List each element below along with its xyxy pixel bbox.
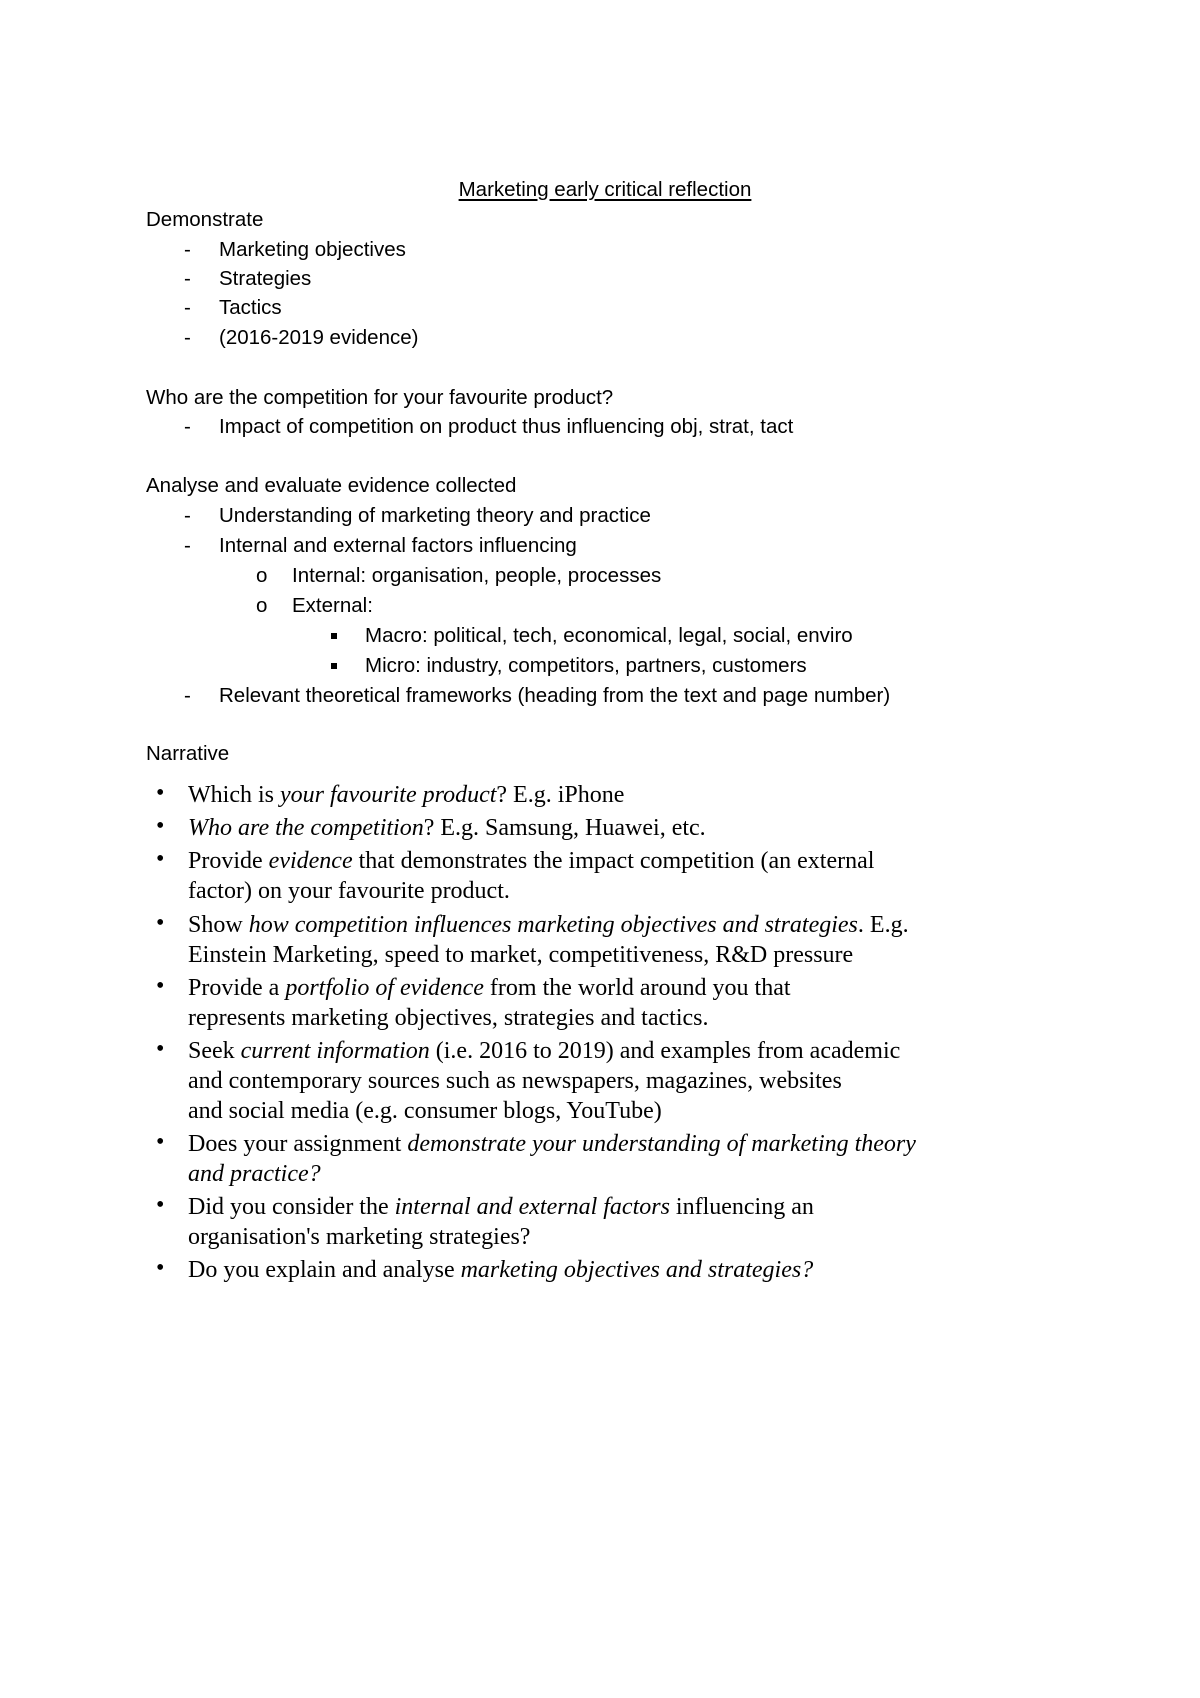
list-item-text: Marketing objectives bbox=[219, 238, 406, 261]
bullet-emphasis: marketing objectives and strategies? bbox=[460, 1257, 814, 1283]
bullet-marker: • bbox=[156, 973, 165, 999]
bullet-line bbox=[188, 1036, 900, 1066]
bullet-text: ? E.g. iPhone bbox=[496, 782, 625, 808]
bullet-line bbox=[188, 1159, 321, 1189]
section-heading-analyse: Analyse and evaluate evidence collected bbox=[146, 474, 517, 497]
list-item-text: Internal and external factors influencing bbox=[219, 534, 577, 557]
bullet-text: Does your assignment bbox=[188, 1131, 408, 1157]
dash-marker: - bbox=[184, 684, 191, 707]
bullet-line bbox=[188, 1192, 814, 1222]
bullet-text: ? E.g. Samsung, Huawei, etc. bbox=[423, 815, 706, 841]
bullet-line bbox=[188, 973, 791, 1003]
sub-sub-list-item-text: Macro: political, tech, economical, legal, social, enviro bbox=[365, 624, 853, 647]
bullet-text: Provide a bbox=[188, 975, 286, 1001]
list-item-text: Understanding of marketing theory and practice bbox=[219, 504, 651, 527]
sub-list-item-text: Internal: organisation, people, processes bbox=[292, 564, 662, 587]
bullet-emphasis: portfolio of evidence bbox=[285, 975, 484, 1001]
section-heading-competition: Who are the competition for your favourite product? bbox=[146, 386, 614, 409]
bullet-text: influencing an bbox=[669, 1194, 814, 1220]
bullet-text: from the world around you that bbox=[483, 975, 791, 1001]
bullet-text: . E.g. bbox=[857, 912, 909, 938]
bullet-marker: • bbox=[156, 813, 165, 839]
square-bullet-icon bbox=[331, 633, 337, 639]
list-item-text: (2016-2019 evidence) bbox=[219, 326, 419, 349]
list-item-text: Strategies bbox=[219, 267, 312, 290]
bullet-marker: • bbox=[156, 846, 165, 872]
bullet-text: (i.e. 2016 to 2019) and examples from academic bbox=[429, 1038, 901, 1064]
bullet-emphasis: internal and external factors bbox=[394, 1194, 670, 1220]
dash-marker: - bbox=[184, 504, 191, 527]
bullet-emphasis: demonstrate your understanding of marketing theory bbox=[407, 1131, 916, 1157]
bullet-text: Did you consider the bbox=[188, 1194, 395, 1220]
list-item-text: Relevant theoretical frameworks (heading from the text and page number) bbox=[219, 684, 891, 707]
bullet-text: Which is bbox=[188, 782, 280, 808]
bullet-line: Einstein Marketing, speed to market, competitiveness, R&D pressure bbox=[188, 942, 854, 968]
bullet-marker: • bbox=[156, 910, 165, 936]
dash-marker: - bbox=[184, 326, 191, 349]
bullet-emphasis: Who are the competition bbox=[188, 815, 424, 841]
bullet-emphasis: current information bbox=[240, 1038, 430, 1064]
bullet-marker: • bbox=[156, 1036, 165, 1062]
bullet-line bbox=[188, 1255, 813, 1285]
document-title: Marketing early critical reflection bbox=[458, 178, 752, 201]
bullet-marker: • bbox=[156, 1255, 165, 1281]
bullet-marker: • bbox=[156, 780, 165, 806]
bullet-text: Do you explain and analyse bbox=[188, 1257, 461, 1283]
bullet-emphasis: and practice? bbox=[188, 1161, 321, 1187]
bullet-line: represents marketing objectives, strategies and tactics. bbox=[188, 1005, 709, 1031]
sub-list-item-text: External: bbox=[292, 594, 373, 617]
bullet-marker: • bbox=[156, 1129, 165, 1155]
bullet-text: Provide bbox=[188, 848, 269, 874]
bullet-emphasis: evidence bbox=[268, 848, 353, 874]
list-item-text: Impact of competition on product thus influencing obj, strat, tact bbox=[219, 415, 794, 438]
bullet-line bbox=[188, 910, 909, 940]
bullet-marker: • bbox=[156, 1192, 165, 1218]
dash-marker: - bbox=[184, 534, 191, 557]
bullet-text: that demonstrates the impact competition (an external bbox=[352, 848, 875, 874]
dash-marker: - bbox=[184, 415, 191, 438]
bullet-text: Seek bbox=[188, 1038, 241, 1064]
bullet-line: factor) on your favourite product. bbox=[188, 878, 510, 904]
bullet-line bbox=[188, 780, 624, 810]
bullet-emphasis: how competition influences marketing objectives and strategies bbox=[248, 912, 858, 938]
bullet-line bbox=[188, 1129, 916, 1159]
section-heading-narrative: Narrative bbox=[146, 742, 230, 765]
circle-marker: o bbox=[256, 594, 268, 617]
bullet-line: and social media (e.g. consumer blogs, YouTube) bbox=[188, 1098, 662, 1124]
bullet-emphasis: your favourite product bbox=[279, 782, 497, 808]
square-bullet-icon bbox=[331, 663, 337, 669]
dash-marker: - bbox=[184, 296, 191, 319]
bullet-line bbox=[188, 846, 874, 876]
bullet-line: organisation's marketing strategies? bbox=[188, 1224, 531, 1250]
dash-marker: - bbox=[184, 267, 191, 290]
list-item-text: Tactics bbox=[219, 296, 282, 319]
section-heading-demonstrate: Demonstrate bbox=[146, 208, 264, 231]
circle-marker: o bbox=[256, 564, 268, 587]
bullet-line: and contemporary sources such as newspapers, magazines, websites bbox=[188, 1068, 842, 1094]
bullet-text: Show bbox=[188, 912, 249, 938]
dash-marker: - bbox=[184, 238, 191, 261]
sub-sub-list-item-text: Micro: industry, competitors, partners, customers bbox=[365, 654, 807, 677]
bullet-line bbox=[188, 813, 706, 843]
